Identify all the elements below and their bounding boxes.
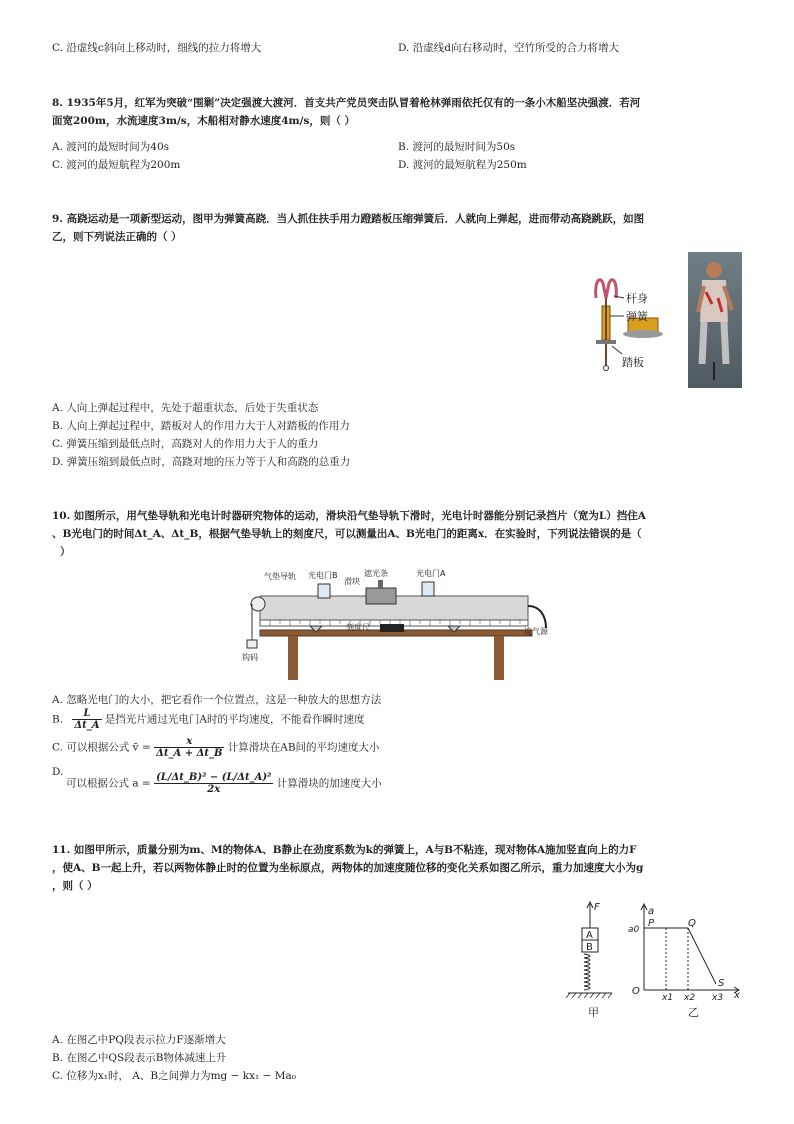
label-slider: 滑块 xyxy=(344,577,360,586)
pogo-jumper-photo xyxy=(688,252,742,388)
label-axis-a: a xyxy=(648,906,655,917)
q10-option-d-fraction xyxy=(154,772,273,795)
q8-stem-line2: 面宽200m，水流速度3m/s，木船相对静水速度4m/s，则（ ） xyxy=(52,115,356,127)
label-air-track: 气垫导轨 xyxy=(264,572,296,581)
q9-option-a: A. 人向上弹起过程中，先处于超重状态，后处于失重状态 xyxy=(52,402,319,414)
q9-option-b: B. 人向上弹起过程中，踏板对人的作用力大于人对踏板的作用力 xyxy=(52,420,350,432)
q10-stem-line1: 10. 如图所示，用气垫导轨和光电计时器研究物体的运动，滑块沿气垫导轨下滑时，光电计时器能分别记录挡片（宽为L）挡住A xyxy=(52,510,646,522)
q7-option-c: C. 沿虚线c斜向上移动时，细线的拉力将增大 xyxy=(52,42,262,54)
caption-left: 甲 xyxy=(588,1006,599,1019)
q10-d-denominator: 2x xyxy=(207,784,221,795)
q10-option-b-fraction xyxy=(72,708,101,731)
q10-option-a: A. 忽略光电门的大小，把它看作一个位置点，这是一种放大的思想方法 xyxy=(52,694,382,706)
q11-option-c: C. 位移为x₁时， A、B之间弹力为mg − kx₁ − Ma₀ xyxy=(52,1070,296,1082)
label-block-a: A xyxy=(586,930,593,941)
label-pedal: 踏板 xyxy=(622,356,644,369)
label-a0: a0 xyxy=(628,925,640,935)
pogo-stick-diagram xyxy=(586,268,686,378)
q7-option-d: D. 沿虚线d向右移动时，空竹所受的合力将增大 xyxy=(398,42,619,54)
q9-stem-line1: 9. 高跷运动是一项新型运动，图甲为弹簧高跷．当人抓住扶手用力蹬踏板压缩弹簧后．人就向上弹起，进而带动高跷跳跃，如图 xyxy=(52,213,645,225)
q10-stem-line2: 、B光电门的时间Δt_A、Δt_B，根据气垫导轨上的刻度尺，可以测量出A、B光电门的距离x．在实验时，下列说法错误的是（ xyxy=(52,528,642,540)
q8-option-a: A. 渡河的最短时间为40s xyxy=(52,141,170,153)
q10-option-d-lead: 可以根据公式 a = xyxy=(66,777,151,790)
q10-option-b-prefix: B. xyxy=(52,713,64,726)
q10-c-denominator: Δt_A + Δt_B xyxy=(156,748,223,759)
q11-stem-line3: ，则（ ） xyxy=(52,880,98,892)
label-x1: x1 xyxy=(662,993,674,1003)
label-weight: 钩码 xyxy=(242,653,258,662)
q8-option-d: D. 渡河的最短航程为250m xyxy=(398,159,527,171)
q9-option-d: D. 弹簧压缩到最低点时，高跷对地的压力等于人和高跷的总重力 xyxy=(52,456,351,468)
q11-stem-line2: ，使A、B一起上升，若以两物体静止时的位置为坐标原点，两物体的加速度随位移的变化关系如图乙所示，重力加速度大小为g xyxy=(52,862,644,874)
q10-option-b xyxy=(52,708,364,731)
q10-option-d-prefix: D. xyxy=(52,766,64,778)
q10-option-b-text: 是挡光片通过光电门A时的平均速度，不能看作瞬时速度 xyxy=(104,713,365,726)
acceleration-graph xyxy=(626,898,746,1024)
label-origin: O xyxy=(632,986,640,997)
label-gate-b: 光电门B xyxy=(308,571,338,580)
caption-right: 乙 xyxy=(688,1006,699,1019)
q8-stem-line1: 8. 1935年5月，红军为突破“围剿”决定强渡大渡河．首支共产党员突击队冒着枪林弹雨依托仅有的一条小木船坚决强渡．若河 xyxy=(52,97,641,109)
q10-c-numerator: x xyxy=(154,736,224,748)
q10-option-d xyxy=(66,772,382,795)
q10-option-c-fraction xyxy=(154,736,224,759)
q10-d-numerator: (L/Δt_B)² − (L/Δt_A)² xyxy=(156,772,272,783)
q10-option-c xyxy=(52,736,380,759)
label-x3: x3 xyxy=(712,993,724,1003)
label-shading-strip: 遮光条 xyxy=(364,569,388,578)
q11-option-a: A. 在图乙中PQ段表示拉力F逐渐增大 xyxy=(52,1034,226,1046)
label-axis-x: x xyxy=(734,990,740,1001)
q10-b-denominator: Δt_A xyxy=(74,720,100,731)
label-x2: x2 xyxy=(684,993,696,1003)
q8-option-c: C. 渡河的最短航程为200m xyxy=(52,159,181,171)
label-block-b: B xyxy=(586,942,593,953)
label-air-source: 连气源 xyxy=(524,627,548,636)
label-ruler: 刻度尺 xyxy=(346,623,370,632)
label-point-s: S xyxy=(718,978,725,989)
label-force-f: F xyxy=(594,902,600,913)
q10-option-c-prefix: C. 可以根据公式 v̄ = xyxy=(52,741,151,754)
label-gate-a: 光电门A xyxy=(416,569,446,578)
q10-option-d-text: 计算滑块的加速度大小 xyxy=(276,777,382,790)
q8-option-b: B. 渡河的最短时间为50s xyxy=(398,141,516,153)
q10-stem-line3: ） xyxy=(60,546,71,558)
q9-stem-line2: 乙，则下列说法正确的（ ） xyxy=(52,231,182,243)
air-track-diagram xyxy=(240,566,560,684)
label-point-p: P xyxy=(648,918,655,929)
label-spring: 弹簧 xyxy=(626,310,648,323)
q10-b-numerator: L xyxy=(72,708,101,720)
q10-option-c-text: 计算滑块在AB间的平均速度大小 xyxy=(227,741,380,754)
q11-option-b: B. 在图乙中QS段表示B物体减速上升 xyxy=(52,1052,227,1064)
q9-option-c: C. 弹簧压缩到最低点时，高跷对人的作用力大于人的重力 xyxy=(52,438,319,450)
spring-blocks-diagram xyxy=(560,898,624,1024)
q11-stem-line1: 11. 如图甲所示，质量分别为m、M的物体A、B静止在劲度系数为k的弹簧上，A与B不粘连，现对物体A施加竖直向上的力F xyxy=(52,844,637,856)
label-rod: 杆身 xyxy=(626,292,648,305)
label-point-q: Q xyxy=(688,918,696,929)
